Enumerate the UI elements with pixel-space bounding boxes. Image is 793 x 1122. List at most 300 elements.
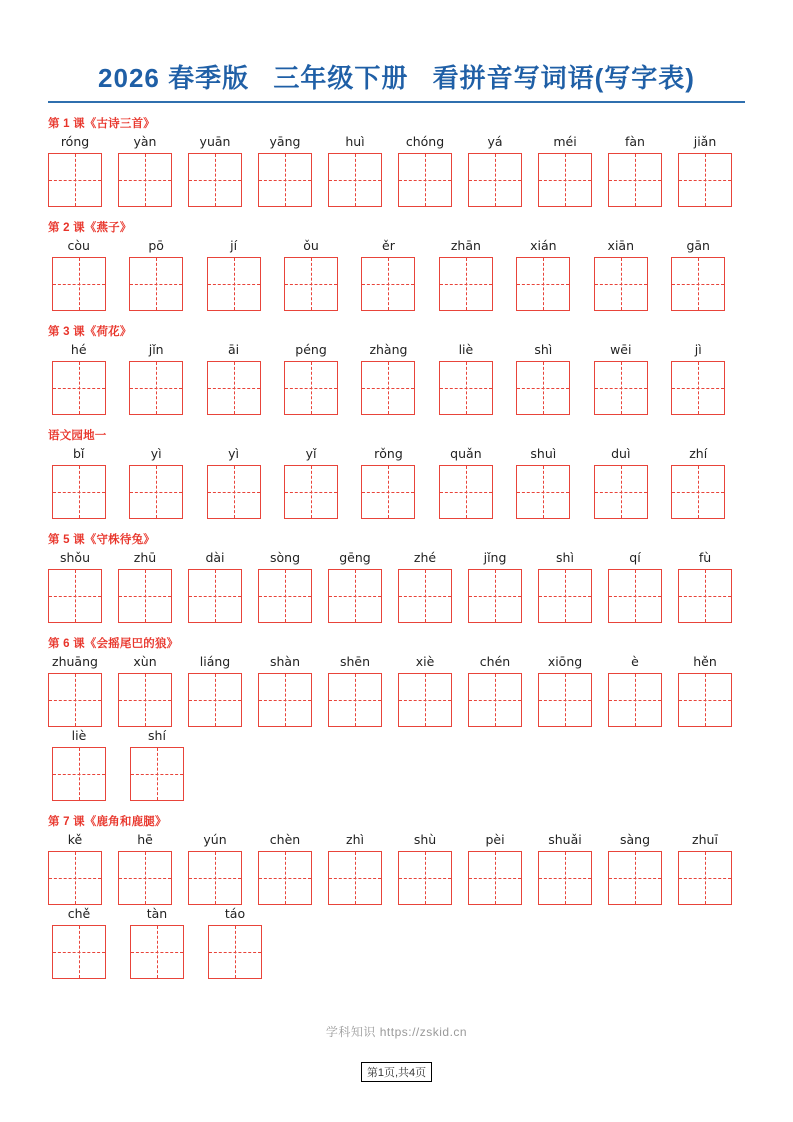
lesson-section xyxy=(48,219,745,311)
writing-grid-box[interactable] xyxy=(398,569,452,623)
writing-grid-box[interactable] xyxy=(52,361,106,415)
grid-vertical-guide xyxy=(635,674,636,726)
pinyin-label: shuǎi xyxy=(548,832,582,847)
pinyin-label: jiǎn xyxy=(693,134,717,149)
pinyin-label: yāng xyxy=(269,134,301,149)
pinyin-label: chóng xyxy=(405,134,445,149)
grid-vertical-guide xyxy=(543,258,544,310)
lesson-heading: 第 5 课《守株待兔》 xyxy=(48,534,155,546)
pinyin-label: yuān xyxy=(199,134,231,149)
pinyin-label: tàn xyxy=(146,906,168,921)
lesson-section xyxy=(48,115,745,207)
grid-vertical-guide xyxy=(355,852,356,904)
pinyin-label: táo xyxy=(224,906,246,921)
grid-vertical-guide xyxy=(621,258,622,310)
grid-vertical-guide xyxy=(388,258,389,310)
grid-vertical-guide xyxy=(705,852,706,904)
grid-vertical-guide xyxy=(285,852,286,904)
writing-grid-box[interactable] xyxy=(188,673,242,727)
writing-grid-box[interactable] xyxy=(130,925,184,979)
pinyin-cell xyxy=(48,653,102,727)
grid-vertical-guide xyxy=(705,674,706,726)
writing-grid-box[interactable] xyxy=(516,465,570,519)
pinyin-label: shí xyxy=(148,728,166,743)
writing-grid-box[interactable] xyxy=(258,851,312,905)
writing-grid-box[interactable] xyxy=(129,257,183,311)
lesson-section xyxy=(48,635,745,801)
pinyin-cell xyxy=(48,341,109,415)
pinyin-cell xyxy=(258,653,312,727)
writing-grid-box[interactable] xyxy=(608,153,662,207)
grid-vertical-guide xyxy=(705,570,706,622)
pinyin-row xyxy=(48,341,745,415)
pinyin-cell xyxy=(590,445,651,519)
pinyin-label: méi xyxy=(553,134,577,149)
writing-grid-box[interactable] xyxy=(608,569,662,623)
pinyin-cell xyxy=(48,445,109,519)
pinyin-cell xyxy=(328,549,382,623)
grid-vertical-guide xyxy=(388,466,389,518)
pinyin-label: xùn xyxy=(133,654,157,669)
pinyin-cell xyxy=(513,237,574,311)
writing-grid-box[interactable] xyxy=(538,153,592,207)
writing-grid-box[interactable] xyxy=(398,153,452,207)
pinyin-row xyxy=(48,905,745,979)
pinyin-cell xyxy=(398,133,452,207)
pinyin-label: shǒu xyxy=(59,550,90,565)
pinyin-cell xyxy=(513,445,574,519)
pinyin-label: fù xyxy=(698,550,712,565)
pinyin-cell xyxy=(678,831,732,905)
pinyin-cell xyxy=(468,549,522,623)
pinyin-label: liè xyxy=(458,342,474,357)
pinyin-label: zhān xyxy=(450,238,481,253)
writing-grid-box[interactable] xyxy=(361,361,415,415)
writing-grid-box[interactable] xyxy=(118,153,172,207)
title-part-grade: 三年级下册 xyxy=(273,63,409,93)
pinyin-cell xyxy=(398,653,452,727)
grid-vertical-guide xyxy=(565,570,566,622)
writing-grid-box[interactable] xyxy=(52,257,106,311)
grid-vertical-guide xyxy=(79,926,80,978)
pinyin-cell xyxy=(188,653,242,727)
writing-grid-box[interactable] xyxy=(208,925,262,979)
pinyin-label: jǐng xyxy=(483,550,507,565)
grid-vertical-guide xyxy=(388,362,389,414)
writing-grid-box[interactable] xyxy=(439,361,493,415)
pinyin-label: kě xyxy=(67,832,83,847)
grid-vertical-guide xyxy=(565,154,566,206)
grid-vertical-guide xyxy=(234,466,235,518)
writing-grid-box[interactable] xyxy=(678,673,732,727)
pinyin-cell xyxy=(126,727,188,801)
writing-grid-box[interactable] xyxy=(594,361,648,415)
lesson-heading: 第 7 课《鹿角和鹿腿》 xyxy=(48,816,167,828)
page-number: 第1页,共4页 xyxy=(361,1062,432,1082)
pinyin-label: sòng xyxy=(269,550,301,565)
pinyin-label: shēn xyxy=(339,654,371,669)
pinyin-row xyxy=(48,727,745,801)
watermark-text: 学科知识 https://zskid.cn xyxy=(325,1025,468,1039)
writing-grid-box[interactable] xyxy=(118,569,172,623)
pinyin-label: shù xyxy=(413,832,437,847)
pinyin-label: xiè xyxy=(415,654,435,669)
pinyin-cell xyxy=(678,133,732,207)
writing-grid-box[interactable] xyxy=(361,465,415,519)
pinyin-label: róng xyxy=(60,134,90,149)
pinyin-label: hē xyxy=(137,832,153,847)
grid-vertical-guide xyxy=(215,674,216,726)
sections-container xyxy=(48,115,745,979)
pinyin-cell xyxy=(48,831,102,905)
pinyin-cell xyxy=(435,445,496,519)
title-divider xyxy=(48,101,745,103)
grid-vertical-guide xyxy=(621,466,622,518)
pinyin-cell xyxy=(538,831,592,905)
pinyin-cell xyxy=(358,341,419,415)
writing-grid-box[interactable] xyxy=(207,465,261,519)
grid-vertical-guide xyxy=(311,258,312,310)
grid-vertical-guide xyxy=(79,258,80,310)
grid-vertical-guide xyxy=(145,154,146,206)
pinyin-label: wēi xyxy=(610,342,632,357)
pinyin-label: zhuāng xyxy=(52,654,98,669)
writing-grid-box[interactable] xyxy=(671,257,725,311)
pinyin-cell xyxy=(125,445,186,519)
writing-grid-box[interactable] xyxy=(284,361,338,415)
grid-vertical-guide xyxy=(466,466,467,518)
writing-grid-box[interactable] xyxy=(48,673,102,727)
pinyin-cell xyxy=(590,237,651,311)
pinyin-label: shuì xyxy=(530,446,557,461)
pinyin-cell xyxy=(678,549,732,623)
writing-grid-box[interactable] xyxy=(538,673,592,727)
grid-vertical-guide xyxy=(495,674,496,726)
pinyin-cell xyxy=(118,831,172,905)
pinyin-label: yì xyxy=(228,446,240,461)
writing-grid-box[interactable] xyxy=(671,361,725,415)
pinyin-label: zhū xyxy=(133,550,157,565)
grid-vertical-guide xyxy=(495,570,496,622)
grid-vertical-guide xyxy=(635,154,636,206)
writing-grid-box[interactable] xyxy=(516,361,570,415)
pinyin-label: xián xyxy=(530,238,557,253)
writing-grid-box[interactable] xyxy=(468,851,522,905)
pinyin-cell xyxy=(280,445,341,519)
lesson-section xyxy=(48,813,745,979)
lesson-heading: 第 3 课《荷花》 xyxy=(48,326,132,338)
pinyin-cell xyxy=(258,831,312,905)
pinyin-cell xyxy=(118,133,172,207)
grid-vertical-guide xyxy=(635,852,636,904)
pinyin-cell xyxy=(258,133,312,207)
grid-vertical-guide xyxy=(145,570,146,622)
writing-grid-box[interactable] xyxy=(129,465,183,519)
writing-grid-box[interactable] xyxy=(328,153,382,207)
grid-vertical-guide xyxy=(215,570,216,622)
pinyin-cell xyxy=(48,237,109,311)
pinyin-cell xyxy=(188,549,242,623)
grid-vertical-guide xyxy=(565,674,566,726)
writing-grid-box[interactable] xyxy=(328,673,382,727)
pinyin-cell xyxy=(125,237,186,311)
writing-grid-box[interactable] xyxy=(594,257,648,311)
grid-vertical-guide xyxy=(698,362,699,414)
pinyin-label: hé xyxy=(70,342,87,357)
grid-vertical-guide xyxy=(621,362,622,414)
grid-vertical-guide xyxy=(425,154,426,206)
grid-vertical-guide xyxy=(157,926,158,978)
pinyin-label: pō xyxy=(148,238,164,253)
grid-vertical-guide xyxy=(234,362,235,414)
writing-grid-box[interactable] xyxy=(468,673,522,727)
grid-vertical-guide xyxy=(425,852,426,904)
writing-grid-box[interactable] xyxy=(207,361,261,415)
pinyin-cell xyxy=(48,727,110,801)
writing-grid-box[interactable] xyxy=(207,257,261,311)
writing-grid-box[interactable] xyxy=(678,153,732,207)
pinyin-label: jí xyxy=(230,238,238,253)
pinyin-label: jǐn xyxy=(148,342,164,357)
grid-vertical-guide xyxy=(157,748,158,800)
writing-grid-box[interactable] xyxy=(188,569,242,623)
pinyin-label: jì xyxy=(694,342,702,357)
pinyin-cell xyxy=(608,133,662,207)
title-part-edition: 2026 春季版 xyxy=(98,63,250,93)
pinyin-cell xyxy=(608,549,662,623)
lesson-heading: 语文园地一 xyxy=(48,430,107,442)
grid-vertical-guide xyxy=(75,674,76,726)
pinyin-label: hěn xyxy=(693,654,717,669)
pinyin-cell xyxy=(328,133,382,207)
pinyin-row xyxy=(48,831,745,905)
pinyin-label: yǐ xyxy=(305,446,317,461)
pinyin-label: chèn xyxy=(269,832,301,847)
writing-grid-box[interactable] xyxy=(118,673,172,727)
grid-vertical-guide xyxy=(425,674,426,726)
writing-grid-box[interactable] xyxy=(439,257,493,311)
pinyin-label: quǎn xyxy=(450,446,482,461)
pinyin-row xyxy=(48,653,745,727)
pinyin-cell xyxy=(328,653,382,727)
page-footer xyxy=(0,1023,793,1082)
grid-vertical-guide xyxy=(79,362,80,414)
writing-grid-box[interactable] xyxy=(52,465,106,519)
grid-vertical-guide xyxy=(156,362,157,414)
grid-vertical-guide xyxy=(145,674,146,726)
pinyin-cell xyxy=(668,445,729,519)
pinyin-label: āi xyxy=(228,342,240,357)
pinyin-label: fàn xyxy=(625,134,645,149)
pinyin-label: zhàng xyxy=(369,342,408,357)
pinyin-cell xyxy=(188,133,242,207)
pinyin-label: sàng xyxy=(619,832,651,847)
pinyin-label: yá xyxy=(487,134,503,149)
writing-grid-box[interactable] xyxy=(328,851,382,905)
writing-grid-box[interactable] xyxy=(258,153,312,207)
writing-grid-box[interactable] xyxy=(258,569,312,623)
pinyin-label: dài xyxy=(205,550,225,565)
pinyin-cell xyxy=(398,549,452,623)
writing-grid-box[interactable] xyxy=(118,851,172,905)
grid-vertical-guide xyxy=(235,926,236,978)
grid-vertical-guide xyxy=(234,258,235,310)
grid-vertical-guide xyxy=(311,466,312,518)
pinyin-cell xyxy=(188,831,242,905)
pinyin-label: còu xyxy=(67,238,90,253)
writing-grid-box[interactable] xyxy=(129,361,183,415)
grid-vertical-guide xyxy=(355,154,356,206)
pinyin-cell xyxy=(538,653,592,727)
pinyin-cell xyxy=(48,549,102,623)
grid-vertical-guide xyxy=(75,852,76,904)
writing-grid-box[interactable] xyxy=(284,257,338,311)
pinyin-cell xyxy=(513,341,574,415)
writing-grid-box[interactable] xyxy=(52,747,106,801)
grid-vertical-guide xyxy=(543,362,544,414)
pinyin-cell xyxy=(203,445,264,519)
grid-vertical-guide xyxy=(311,362,312,414)
grid-vertical-guide xyxy=(215,852,216,904)
pinyin-cell xyxy=(280,341,341,415)
pinyin-cell xyxy=(435,341,496,415)
writing-grid-box[interactable] xyxy=(258,673,312,727)
writing-grid-box[interactable] xyxy=(188,153,242,207)
pinyin-cell xyxy=(468,653,522,727)
pinyin-row xyxy=(48,445,745,519)
writing-grid-box[interactable] xyxy=(52,925,106,979)
pinyin-label: pèi xyxy=(485,832,505,847)
writing-grid-box[interactable] xyxy=(468,569,522,623)
pinyin-cell xyxy=(678,653,732,727)
pinyin-cell xyxy=(608,831,662,905)
grid-vertical-guide xyxy=(495,154,496,206)
writing-grid-box[interactable] xyxy=(48,153,102,207)
pinyin-label: yì xyxy=(150,446,162,461)
pinyin-cell xyxy=(118,653,172,727)
pinyin-cell xyxy=(280,237,341,311)
pinyin-label: ěr xyxy=(382,238,395,253)
pinyin-cell xyxy=(358,445,419,519)
grid-vertical-guide xyxy=(698,466,699,518)
pinyin-cell xyxy=(668,237,729,311)
pinyin-label: bǐ xyxy=(73,446,85,461)
writing-grid-box[interactable] xyxy=(398,673,452,727)
writing-grid-box[interactable] xyxy=(608,851,662,905)
pinyin-label: qí xyxy=(629,550,641,565)
grid-vertical-guide xyxy=(285,154,286,206)
grid-vertical-guide xyxy=(285,570,286,622)
writing-grid-box[interactable] xyxy=(516,257,570,311)
lesson-section xyxy=(48,531,745,623)
pinyin-cell xyxy=(258,549,312,623)
page-title xyxy=(90,58,703,95)
grid-vertical-guide xyxy=(705,154,706,206)
writing-grid-box[interactable] xyxy=(188,851,242,905)
pinyin-cell xyxy=(435,237,496,311)
grid-vertical-guide xyxy=(215,154,216,206)
pinyin-label: shì xyxy=(556,550,574,565)
grid-vertical-guide xyxy=(466,258,467,310)
page-title-area xyxy=(48,0,745,103)
pinyin-cell xyxy=(668,341,729,415)
writing-grid-box[interactable] xyxy=(439,465,493,519)
writing-grid-box[interactable] xyxy=(130,747,184,801)
pinyin-label: zhuī xyxy=(692,832,718,847)
writing-grid-box[interactable] xyxy=(678,851,732,905)
grid-vertical-guide xyxy=(466,362,467,414)
writing-grid-box[interactable] xyxy=(48,851,102,905)
pinyin-cell xyxy=(48,133,102,207)
pinyin-label: liáng xyxy=(199,654,231,669)
pinyin-cell xyxy=(468,831,522,905)
grid-vertical-guide xyxy=(355,570,356,622)
grid-vertical-guide xyxy=(698,258,699,310)
pinyin-label: chén xyxy=(479,654,511,669)
pinyin-cell xyxy=(204,905,266,979)
pinyin-label: zhí xyxy=(689,446,708,461)
writing-grid-box[interactable] xyxy=(671,465,725,519)
grid-vertical-guide xyxy=(355,674,356,726)
lesson-heading: 第 2 课《燕子》 xyxy=(48,222,132,234)
writing-grid-box[interactable] xyxy=(398,851,452,905)
pinyin-label: shàn xyxy=(269,654,301,669)
title-part-subject: 看拼音写词语(写字表) xyxy=(432,63,695,93)
pinyin-cell xyxy=(468,133,522,207)
pinyin-label: yàn xyxy=(133,134,157,149)
pinyin-cell xyxy=(328,831,382,905)
pinyin-label: zhì xyxy=(346,832,364,847)
grid-vertical-guide xyxy=(75,570,76,622)
grid-vertical-guide xyxy=(565,852,566,904)
pinyin-cell xyxy=(590,341,651,415)
writing-grid-box[interactable] xyxy=(361,257,415,311)
writing-grid-box[interactable] xyxy=(608,673,662,727)
pinyin-row xyxy=(48,549,745,623)
grid-vertical-guide xyxy=(145,852,146,904)
grid-vertical-guide xyxy=(156,258,157,310)
writing-grid-box[interactable] xyxy=(538,569,592,623)
grid-vertical-guide xyxy=(543,466,544,518)
pinyin-cell xyxy=(203,237,264,311)
grid-vertical-guide xyxy=(635,570,636,622)
grid-vertical-guide xyxy=(495,852,496,904)
pinyin-label: gān xyxy=(686,238,710,253)
grid-vertical-guide xyxy=(156,466,157,518)
pinyin-row xyxy=(48,237,745,311)
pinyin-label: zhé xyxy=(413,550,437,565)
pinyin-label: è xyxy=(631,654,639,669)
grid-vertical-guide xyxy=(79,466,80,518)
page-number-wrap xyxy=(0,1052,793,1082)
writing-grid-box[interactable] xyxy=(284,465,338,519)
pinyin-cell xyxy=(398,831,452,905)
grid-vertical-guide xyxy=(285,674,286,726)
grid-vertical-guide xyxy=(425,570,426,622)
writing-grid-box[interactable] xyxy=(678,569,732,623)
writing-grid-box[interactable] xyxy=(328,569,382,623)
pinyin-cell xyxy=(608,653,662,727)
writing-grid-box[interactable] xyxy=(594,465,648,519)
pinyin-label: liè xyxy=(71,728,87,743)
writing-grid-box[interactable] xyxy=(538,851,592,905)
lesson-heading: 第 1 课《古诗三首》 xyxy=(48,118,155,130)
pinyin-label: ǒu xyxy=(303,238,319,253)
lesson-heading: 第 6 课《会摇尾巴的狼》 xyxy=(48,638,179,650)
writing-grid-box[interactable] xyxy=(48,569,102,623)
writing-grid-box[interactable] xyxy=(468,153,522,207)
pinyin-label: shì xyxy=(534,342,553,357)
